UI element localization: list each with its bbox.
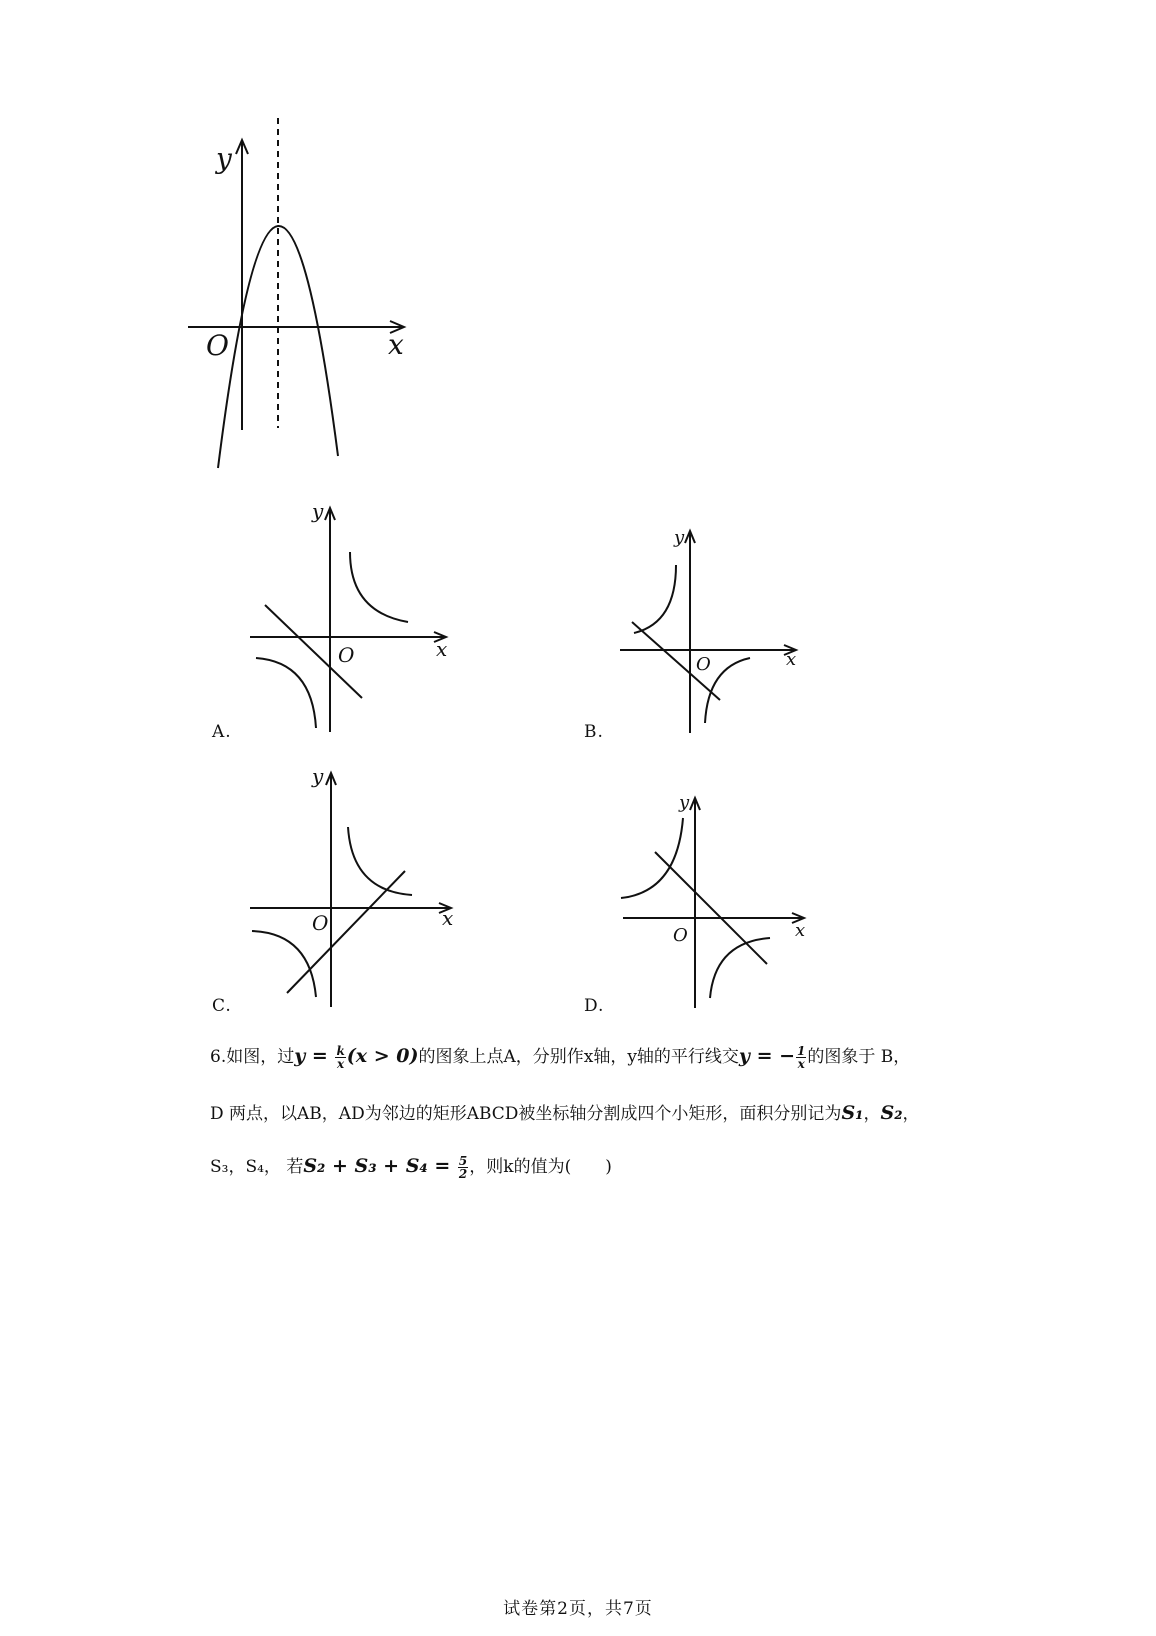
question-text-line3-end: ，则k的值为( ) bbox=[469, 1157, 612, 1177]
question-prefix: 6.如图，过 bbox=[210, 1047, 295, 1067]
hyperbola-branch-q4 bbox=[710, 938, 770, 998]
y-axis-label: y bbox=[216, 142, 232, 175]
linear-function bbox=[287, 871, 405, 993]
option-a-graph bbox=[240, 500, 460, 740]
y-axis-label: y bbox=[312, 764, 324, 788]
origin-label: O bbox=[206, 329, 229, 362]
option-c-label: C. bbox=[212, 996, 232, 1016]
hyperbola-branch-q2 bbox=[634, 565, 676, 633]
x-axis-label: x bbox=[786, 649, 797, 670]
origin-label: O bbox=[338, 643, 355, 667]
option-b-label: B. bbox=[584, 722, 604, 742]
s1-symbol: S₁ bbox=[841, 1102, 864, 1124]
s2-symbol: S₂ bbox=[880, 1102, 903, 1124]
y-axis-label: y bbox=[312, 499, 324, 523]
question-text-line3-start: S₃，S₄， 若 bbox=[210, 1157, 304, 1177]
option-c-graph bbox=[240, 765, 460, 1010]
option-b-graph bbox=[610, 525, 810, 740]
formula-sum-areas: S₂ + S₃ + S₄ = $\frac{5}{2}$ bbox=[303, 1153, 468, 1181]
formula-y-k-over-x: y = $\frac{k}{x}$ (x > 0) bbox=[294, 1043, 419, 1071]
page-footer: 试卷第2页，共7页 bbox=[503, 1599, 653, 1619]
formula-y-neg-1-over-x: y = − $\frac{1}{x}$ bbox=[738, 1043, 806, 1071]
x-axis-label: x bbox=[795, 920, 806, 941]
y-axis-label: y bbox=[674, 527, 685, 548]
hyperbola-branch-q3 bbox=[256, 658, 316, 728]
linear-function bbox=[655, 852, 767, 964]
x-axis-label: x bbox=[436, 637, 448, 661]
x-axis-label: x bbox=[388, 328, 404, 361]
origin-label: O bbox=[696, 654, 711, 675]
hyperbola-branch-q2 bbox=[621, 818, 683, 898]
parabola-figure bbox=[180, 110, 420, 480]
x-axis-label: x bbox=[442, 906, 454, 930]
hyperbola-branch-q1 bbox=[350, 552, 408, 622]
question-text-part2: 的图象于 B， bbox=[807, 1047, 911, 1067]
origin-label: O bbox=[312, 911, 329, 935]
hyperbola-branch-q4 bbox=[705, 658, 750, 723]
y-axis-label: y bbox=[679, 792, 690, 813]
separator: ， bbox=[863, 1104, 881, 1124]
question-text-line2: D 两点，以AB，AD为邻边的矩形ABCD被坐标轴分割成四个小矩形，面积分别记为 bbox=[210, 1104, 842, 1124]
question-6-line-1 bbox=[210, 1042, 910, 1070]
option-d-label: D. bbox=[584, 996, 605, 1016]
question-text-part1: 的图象上点A，分别作x轴，y轴的平行线交 bbox=[418, 1047, 739, 1067]
origin-label: O bbox=[673, 925, 688, 946]
hyperbola-branch-q3 bbox=[252, 931, 316, 997]
option-a-label: A. bbox=[212, 722, 232, 742]
question-6-line-3 bbox=[210, 1152, 612, 1180]
hyperbola-branch-q1 bbox=[348, 827, 412, 895]
question-6-line-2 bbox=[210, 1099, 920, 1124]
line2-end: ， bbox=[902, 1104, 920, 1124]
option-d-graph bbox=[615, 790, 815, 1015]
